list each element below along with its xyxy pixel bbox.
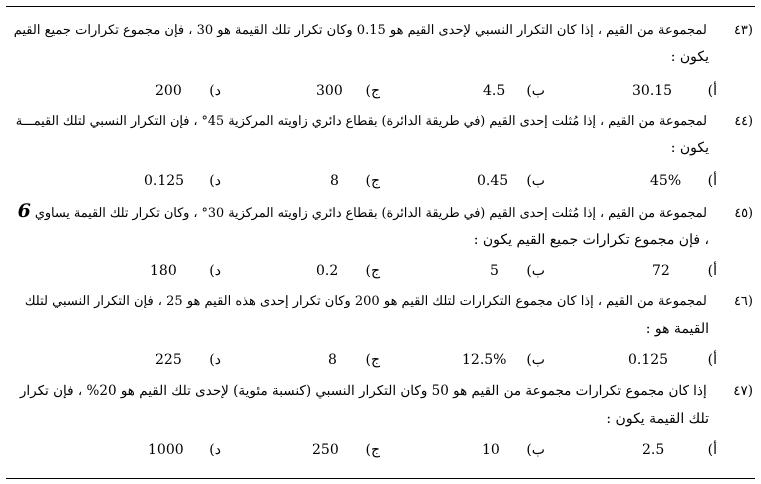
option-value: 2.5 [642, 442, 665, 458]
question-45-line2: ، فإن مجموع تكرارات جميع القيم يكون : [473, 232, 709, 248]
option-letter: ب) [526, 173, 545, 189]
option-value: 180 [150, 263, 177, 279]
option-letter: أ) [707, 352, 717, 368]
option-value: 0.125 [144, 173, 185, 189]
option-value: 30.15 [632, 83, 673, 99]
option-letter: ج) [365, 173, 380, 189]
emphasized-number: 6 [17, 200, 31, 222]
question-number: (٤٦ [733, 294, 753, 309]
question-47-line1 [14, 382, 753, 400]
question-number: (٤٣ [733, 23, 753, 38]
option-letter: ب) [526, 352, 545, 368]
question-number: (٤٤ [734, 114, 753, 129]
option-value: 8 [328, 352, 337, 368]
question-number: (٤٧ [733, 383, 753, 399]
question-46-line2: القيمة هو : [645, 321, 709, 337]
question-46-line1 [14, 293, 753, 311]
option-letter: ب) [526, 83, 545, 99]
question-number: (٤٥ [734, 206, 753, 221]
option-letter: ج) [365, 263, 380, 279]
question-text: لمجموعة من القيم ، إذا كان مجموع التكرارات لتلك القيم هو 200 وكان تكرار إحدى هذه القيم هو 25 ، فإن التكرار النسبي لتلك [24, 294, 707, 309]
option-letter: أ) [707, 263, 717, 279]
option-letter: أ) [707, 83, 717, 99]
question-47-line2: تلك القيمة يكون : [606, 411, 709, 427]
option-value: 0.45 [477, 173, 509, 189]
option-letter: د) [209, 352, 221, 368]
option-value: 45% [650, 173, 682, 189]
option-letter: ج) [365, 83, 380, 99]
option-letter: ب) [526, 263, 545, 279]
option-value: 1000 [148, 442, 184, 458]
option-value: 0.2 [316, 263, 339, 279]
option-value: 300 [316, 83, 343, 99]
option-letter: ب) [526, 442, 545, 458]
option-letter: د) [209, 83, 221, 99]
option-letter: د) [209, 173, 221, 189]
option-value: 5 [490, 263, 499, 279]
question-text: إذا كان مجموع تكرارات مجموعة من القيم هو 50 وكان التكرار النسبي (كنسبة مئوية) لإحدى تلك القيم هو 20% ، فإن تكرار [19, 383, 707, 399]
option-letter: ج) [365, 352, 380, 368]
option-letter: ج) [365, 442, 380, 458]
question-44-line1 [14, 113, 753, 131]
option-value: 200 [155, 83, 182, 99]
option-value: 12.5% [462, 352, 507, 368]
option-letter: أ) [707, 442, 717, 458]
option-value: 8 [330, 173, 339, 189]
option-letter: أ) [707, 173, 717, 189]
question-45-line1 [14, 202, 753, 223]
question-43-line2: يكون : [670, 49, 709, 65]
option-value: 72 [652, 263, 670, 279]
option-value: 0.125 [628, 352, 669, 368]
option-value: 250 [312, 442, 339, 458]
question-44-line2: يكون : [670, 140, 709, 156]
question-text: لمجموعة من القيم ، إذا مُثلت إحدى القيم (في طريقة الدائرة) بقطاع دائري زاويته المركزية 45° ، فإن التكرار النسبي لتلك القيمـــة [15, 114, 707, 129]
option-value: 225 [155, 352, 182, 368]
option-letter: د) [209, 442, 221, 458]
option-value: 10 [482, 442, 500, 458]
top-rule [6, 6, 755, 7]
question-text: لمجموعة من القيم ، إذا كان التكرار النسبي لإحدى القيم هو 0.15 وكان تكرار تلك القيمة هو 30 ، فإن مجموع تكرارات جميع القيم [13, 23, 707, 38]
bottom-rule [6, 478, 755, 479]
option-letter: د) [209, 263, 221, 279]
question-43-line1 [14, 22, 753, 40]
question-text: لمجموعة من القيم ، إذا مُثلت إحدى القيم (في طريقة الدائرة) بقطاع دائري زاويته المركزية 30° ، وكان تكرار تلك القيمة يساوي [34, 206, 707, 221]
option-value: 4.5 [483, 83, 506, 99]
